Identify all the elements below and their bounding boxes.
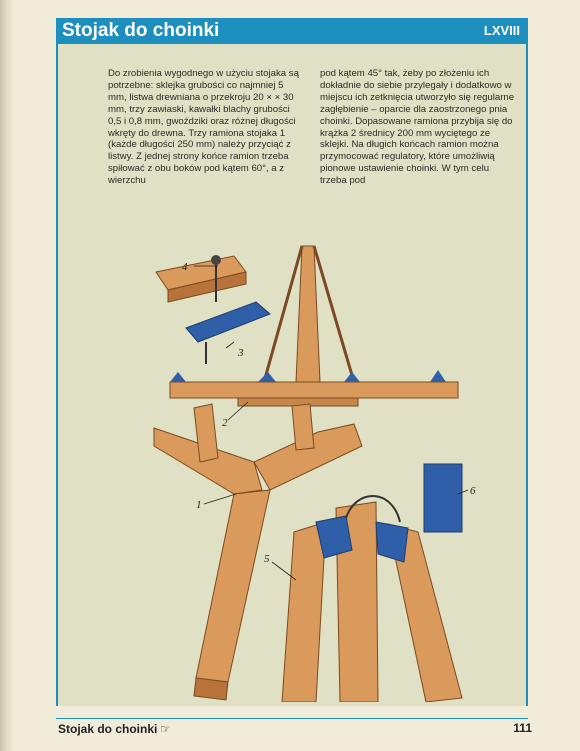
- label-6: 6: [470, 485, 476, 497]
- label-5: 5: [264, 553, 270, 565]
- bracket-detail: [156, 255, 270, 364]
- pointing-hand-icon: ☞: [160, 722, 171, 736]
- text-column-right: [320, 68, 516, 187]
- label-1: 1: [196, 499, 202, 511]
- section-code: LXVIII: [483, 23, 520, 38]
- footer-rule: [56, 718, 528, 719]
- footer-title: Stojak do choinki: [58, 722, 158, 736]
- label-3: 3: [238, 347, 244, 359]
- tree-stand-illustration: [58, 232, 526, 702]
- paragraph-right: pod kątem 45° tak, żeby po złożeniu ich dokładnie do siebie przylegały i dodatkowo w miejscu ich zetknięcia utworzyło się regularne zagłębienie – oparcie dla zaostrzonego pnia choinki. Dopasowane ramiona przybija się do krążka 2 średnicy 200 mm wyciętego ze sklejki. Na długich końcach ramion można przymocować regulatory, które umożliwią pionowe ustawienie choinki. W tym celu trzeba pod: [320, 68, 515, 187]
- label-2: 2: [222, 417, 228, 429]
- page-number: 111: [513, 721, 532, 735]
- text-column-left: [108, 68, 304, 187]
- book-spine-shadow: [0, 0, 14, 751]
- hinged-legs: [282, 464, 462, 702]
- label-4: 4: [182, 261, 188, 273]
- header-band: [56, 18, 528, 44]
- paragraph-left: Do zrobienia wygodnego w użyciu stojaka są potrzebne: sklejka grubości co najmniej 5 mm, listwa drewniana o przekroju 20 × × 30 mm, trzy zawiaski, kawałki blachy grubości 0,5 i 0,8 mm, gwoździki oraz różnej długości wkręty do drewna. Trzy ramiona stojaka 1 (każde długości 250 mm) należy przyciąć z listwy. Z jednej strony końce ramion trzeba spiłować z obu boków pod kątem 60°, a z wierzchu: [108, 68, 299, 187]
- page-title: Stojak do choinki: [62, 20, 220, 41]
